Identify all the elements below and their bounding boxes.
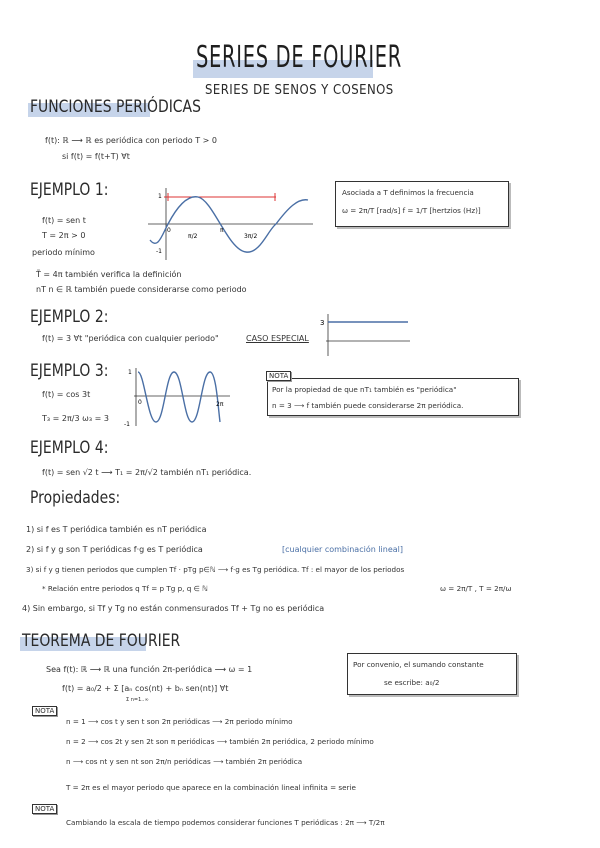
ax-mone: -1 <box>156 248 162 255</box>
ejemplo-3-heading: EJEMPLO 3: <box>30 361 109 381</box>
ejemplo-1-heading: EJEMPLO 1: <box>30 180 109 200</box>
page-subtitle: SERIES DE SENOS Y COSENOS <box>205 83 394 98</box>
section-funciones-periodicas: FUNCIONES PERIÓDICAS <box>30 97 201 117</box>
cosine-graph <box>122 366 232 428</box>
frequency-box-line2: ω = 2π/T [rad/s] f = 1/T [hertzios (Hz)] <box>342 206 481 215</box>
page-title: SERIES DE FOURIER <box>196 40 402 75</box>
prop-1: 1) si f es T periódica también es nT periódica <box>26 525 207 534</box>
convention-line2: se escribe: a₀/2 <box>384 678 440 687</box>
teo-note-1: n = 1 ⟶ cos t y sen t son 2π periódicas ⟶ 2π periodo mínimo <box>66 717 293 726</box>
ej3-ax-mone: -1 <box>124 421 130 428</box>
convention-box <box>347 653 517 695</box>
prop-3: 3) si f y g tienen periodos que cumplen Tf · pTg p∈ℕ ⟶ f·g es Tg periódica. Tf : el mayor de los periodos <box>26 565 405 574</box>
sine-graph <box>148 180 318 262</box>
ej1-note-1: T̃ = 4π también verifica la definición <box>36 270 182 279</box>
ej3-nota-tag: NOTA <box>266 371 291 381</box>
teo-note-4: T = 2π es el mayor periodo que aparece en la combinación lineal infinita = serie <box>66 783 356 792</box>
ej1-period: T = 2π > 0 <box>42 231 86 240</box>
ej2-special: CASO ESPECIAL <box>246 334 309 343</box>
constant-graph <box>318 312 413 357</box>
ejemplo-2-heading: EJEMPLO 2: <box>30 307 109 327</box>
ej3-note-line2: n = 3 ⟶ f también puede considerarse 2π periódica. <box>272 401 464 410</box>
teorema-heading: TEOREMA DE FOURIER <box>22 631 181 651</box>
teo-note-5: Cambiando la escala de tiempo podemos considerar funciones T periódicas : 2π ⟶ T/2π <box>66 818 385 827</box>
ax-one: 1 <box>158 193 162 200</box>
frequency-box-line1: Asociada a T definimos la frecuencia <box>342 188 474 197</box>
teo-note-3: n ⟶ cos nt y sen nt son 2π/n periódicas ⟶ también 2π periódica <box>66 757 303 766</box>
ej3-ax-one: 1 <box>128 369 132 376</box>
ej2-line: f(t) = 3 ∀t "periódica con cualquier periodo" <box>42 334 219 343</box>
ej2-three-label: 3 <box>320 319 325 327</box>
frequency-box <box>335 181 509 227</box>
ax-pi: π <box>220 227 224 234</box>
prop-2: 2) si f y g son T periódicas f·g es T periódica <box>26 545 203 554</box>
ej3-note-box <box>267 372 519 416</box>
ax-pi2: π/2 <box>188 233 198 240</box>
teo-line-1: Sea f(t): ℝ ⟶ ℝ una función 2π-periódica ⟶ ω = 1 <box>46 665 253 674</box>
prop-3-omega: ω = 2π/T , T = 2π/ω <box>440 584 512 593</box>
ax-zero: 0 <box>167 227 171 234</box>
def-line-1: f(t): ℝ ⟶ ℝ es periódica con periodo T > 0 <box>45 136 217 145</box>
ej3-ax-2pi: 2π <box>216 401 224 408</box>
ej4-line: f(t) = sen √2 t ⟶ T₁ = 2π/√2 también nT₁ periódica. <box>42 468 252 477</box>
sine-curve <box>150 197 308 252</box>
convention-line1: Por convenio, el sumando constante <box>353 660 484 669</box>
teo-note-2: n = 2 ⟶ cos 2t y sen 2t son π periódicas ⟶ también 2π periódica, 2 periodo mínimo <box>66 737 374 746</box>
ej3-function: f(t) = cos 3t <box>42 390 91 399</box>
ejemplo-4-heading: EJEMPLO 4: <box>30 438 109 458</box>
ej1-note-2: nT n ∈ ℝ también puede considerarse como periodo <box>36 285 247 294</box>
prop-4: 4) Sin embargo, si Tf y Tg no están conmensurados Tf + Tg no es periódica <box>22 604 325 613</box>
def-line-2: si f(t) = f(t+T) ∀t <box>62 152 130 161</box>
ej3-ax-zero: 0 <box>138 399 142 406</box>
teo-nota2-tag: NOTA <box>32 804 57 814</box>
cosine-curve <box>138 372 220 422</box>
prop-2-note: [cualquier combinación lineal] <box>282 545 404 554</box>
teo-sum-index: Σ n=1..∞ <box>126 697 149 703</box>
ej3-period: T₃ = 2π/3 ω₃ = 3 <box>42 414 109 423</box>
ej1-function: f(t) = sen t <box>42 216 86 225</box>
ax-3pi2: 3π/2 <box>244 233 258 240</box>
teo-line-2: f(t) = a₀/2 + Σ [aₙ cos(nt) + bₙ sen(nt)] ∀t <box>62 684 229 693</box>
ej3-note-line1: Por la propiedad de que nT₁ también es "periódica" <box>272 385 457 394</box>
teo-nota-tag: NOTA <box>32 706 57 716</box>
propiedades-heading: Propiedades: <box>30 488 121 508</box>
ej1-min-period: periodo mínimo <box>32 248 95 257</box>
prop-3-relation: * Relación entre periodos q Tf = p Tg p, q ∈ ℕ <box>42 584 208 593</box>
